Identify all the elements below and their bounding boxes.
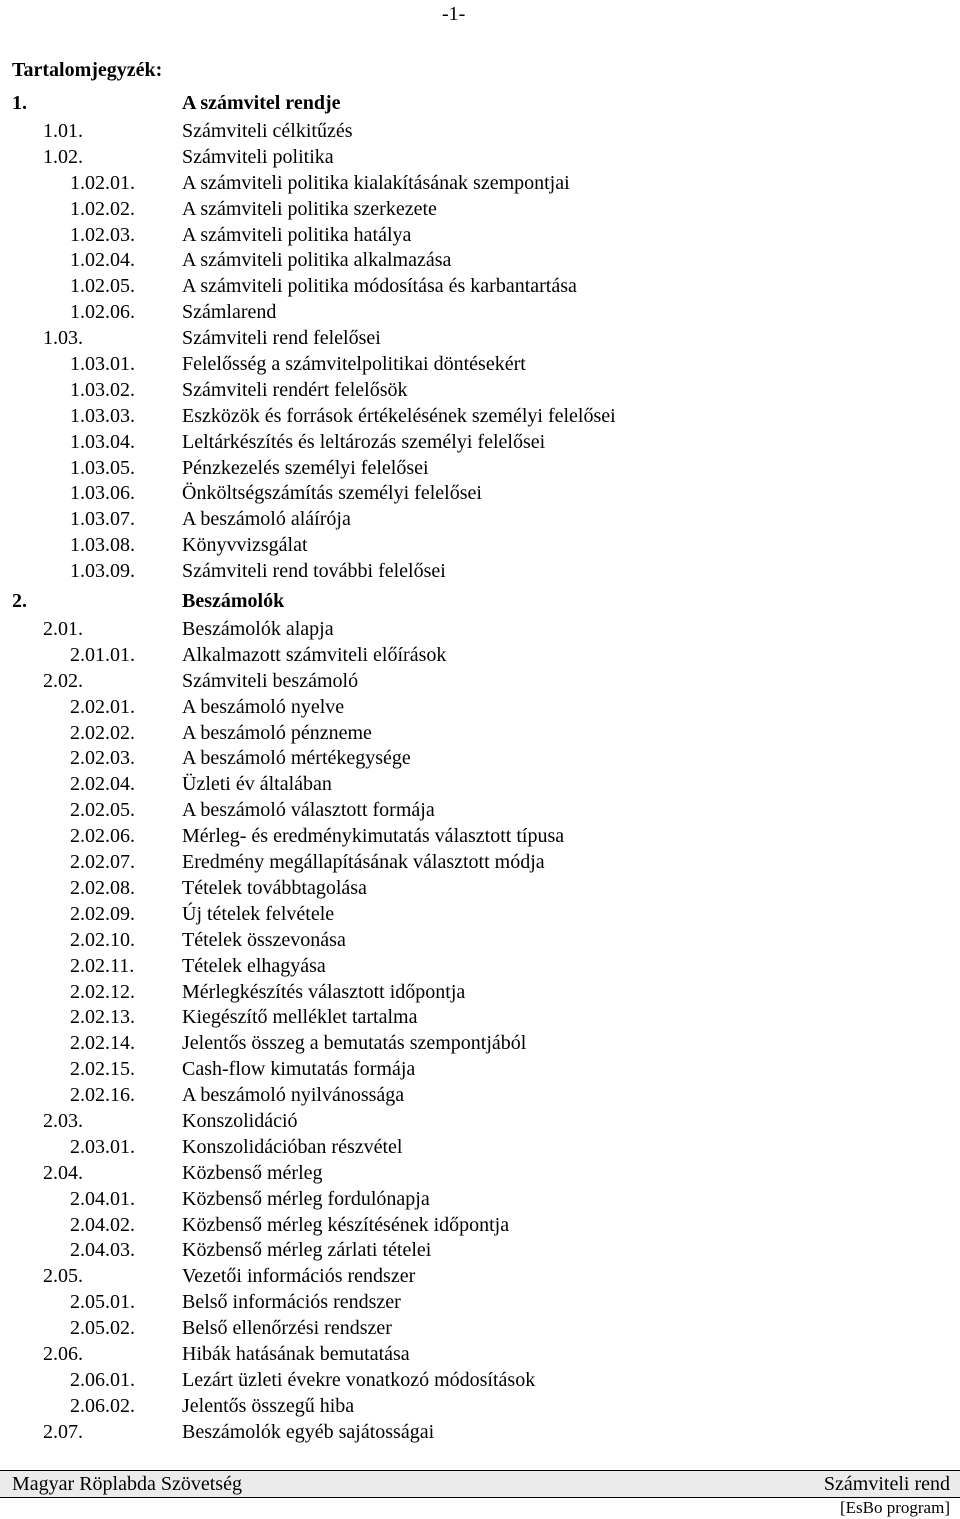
toc-entry-title: Cash-flow kimutatás formája xyxy=(182,1058,416,1081)
toc-entry-title: Kiegészítő melléklet tartalma xyxy=(182,1006,418,1029)
toc-entry-title: Számviteli politika xyxy=(182,145,334,168)
toc-entry-number: 1. xyxy=(12,92,27,114)
toc-entry xyxy=(0,481,960,507)
toc-entry-number: 2.04.01. xyxy=(70,1187,135,1210)
toc-entry-title: A beszámoló nyilvánossága xyxy=(182,1084,405,1107)
toc-entry xyxy=(0,824,960,850)
toc-entry xyxy=(0,928,960,954)
toc-entry-number: 1.03.02. xyxy=(70,378,135,401)
toc-entry xyxy=(0,507,960,533)
toc-entry-title: Belső ellenőrzési rendszer xyxy=(182,1317,392,1340)
toc-entry xyxy=(0,876,960,902)
toc-entry-number: 2.05.02. xyxy=(70,1317,135,1340)
toc-entry xyxy=(0,274,960,300)
toc-entry-title: Felelősség a számvitelpolitikai döntésekért xyxy=(182,353,526,376)
toc-entry-number: 2.02.13. xyxy=(70,1006,135,1029)
toc-entry-number: 1.02. xyxy=(43,145,83,168)
toc-entry-number: 2.02.12. xyxy=(70,980,135,1003)
toc-entry-title: Konszolidációban részvétel xyxy=(182,1135,403,1158)
toc-entry xyxy=(0,378,960,404)
toc-entry-title: Jelentős összegű hiba xyxy=(182,1394,355,1417)
toc-entry-number: 1.03.07. xyxy=(70,508,135,531)
toc-entry-title: A számviteli politika kialakításának szempontjai xyxy=(182,171,570,194)
toc-entry-title: Számlarend xyxy=(182,301,277,324)
toc-entry-number: 1.03.04. xyxy=(70,430,135,453)
toc-entry-number: 2. xyxy=(12,590,27,613)
toc-entry-number: 1.03.05. xyxy=(70,456,135,479)
toc-entry-number: 2.04.02. xyxy=(70,1213,135,1236)
toc-entry-number: 2.02.15. xyxy=(70,1058,135,1081)
toc-entry xyxy=(0,1420,960,1446)
toc-entry-number: 2.02.06. xyxy=(70,825,135,848)
toc-entry-number: 2.02.07. xyxy=(70,851,135,874)
toc-entry-title: A számvitel rendje xyxy=(182,92,341,114)
footer-organization: Magyar Röplabda Szövetség xyxy=(12,1473,242,1495)
footer-document-title: Számviteli rend xyxy=(823,1473,950,1495)
toc-entry xyxy=(0,1109,960,1135)
toc-entry-number: 1.02.05. xyxy=(70,275,135,298)
toc-entry-number: 1.01. xyxy=(43,120,83,142)
toc-entry xyxy=(0,87,960,119)
toc-entry-number: 2.02.03. xyxy=(70,747,135,770)
toc-entry xyxy=(0,617,960,643)
toc-entry-number: 2.02.11. xyxy=(70,954,135,977)
toc-entry xyxy=(0,643,960,669)
toc-entry-number: 2.02.02. xyxy=(70,721,135,744)
toc-entry-title: Önköltségszámítás személyi felelősei xyxy=(182,482,482,505)
toc-entry xyxy=(0,326,960,352)
toc-entry-number: 2.02.16. xyxy=(70,1084,135,1107)
toc-entry-number: 2.02.08. xyxy=(70,876,135,899)
toc-entry xyxy=(0,352,960,378)
toc-entry-title: Jelentős összeg a bemutatás szempontjából xyxy=(182,1032,527,1055)
toc-entry xyxy=(0,746,960,772)
toc-entry-number: 2.02.14. xyxy=(70,1032,135,1055)
toc-entry xyxy=(0,585,960,617)
toc-entry-title: Üzleti év általában xyxy=(182,773,332,796)
toc-entry-number: 2.01.01. xyxy=(70,643,135,666)
toc-entry-title: Mérleg- és eredménykimutatás választott típusa xyxy=(182,825,565,848)
toc-entry-title: Beszámolók xyxy=(182,590,285,613)
toc-entry-title: Mérlegkészítés választott időpontja xyxy=(182,980,466,1003)
toc-entry xyxy=(0,798,960,824)
toc-entry-number: 2.02.10. xyxy=(70,928,135,951)
toc-entry xyxy=(0,145,960,171)
toc-entry xyxy=(0,1005,960,1031)
toc-entry-number: 1.03.06. xyxy=(70,482,135,505)
toc-entry-number: 2.03. xyxy=(43,1109,83,1132)
toc-entry xyxy=(0,1394,960,1420)
toc-entry-title: Számviteli rend felelősei xyxy=(182,327,381,350)
toc-entry-title: Számviteli rendért felelősök xyxy=(182,378,408,401)
toc-entry xyxy=(0,248,960,274)
toc-entry-number: 1.03. xyxy=(43,327,83,350)
toc-entry-number: 1.03.09. xyxy=(70,560,135,583)
toc-entry-title: Tételek elhagyása xyxy=(182,954,326,977)
toc-entry-number: 2.06. xyxy=(43,1342,83,1365)
toc-entry-title: A számviteli politika szerkezete xyxy=(182,197,437,220)
page-number: -1- xyxy=(442,3,466,25)
toc-entry xyxy=(0,1316,960,1342)
toc-title: Tartalomjegyzék: xyxy=(12,59,163,81)
toc-entry-number: 2.07. xyxy=(43,1420,83,1443)
toc-entry xyxy=(0,980,960,1006)
toc-entry-title: Vezetői információs rendszer xyxy=(182,1265,416,1288)
toc-entry-title: Eredmény megállapításának választott módja xyxy=(182,851,545,874)
table-of-contents xyxy=(0,87,960,1446)
toc-entry xyxy=(0,456,960,482)
toc-entry-number: 2.02. xyxy=(43,669,83,692)
toc-entry-title: A beszámoló nyelve xyxy=(182,695,345,718)
toc-entry xyxy=(0,902,960,928)
toc-entry-title: A beszámoló pénzneme xyxy=(182,721,372,744)
toc-entry-title: Közbenső mérleg zárlati tételei xyxy=(182,1239,432,1262)
toc-entry-title: Leltárkészítés és leltározás személyi felelősei xyxy=(182,430,546,453)
toc-entry xyxy=(0,300,960,326)
toc-entry-number: 2.06.02. xyxy=(70,1394,135,1417)
toc-entry-number: 2.02.09. xyxy=(70,902,135,925)
toc-entry xyxy=(0,119,960,145)
toc-entry-title: A számviteli politika módosítása és karbantartása xyxy=(182,275,577,298)
toc-entry-number: 1.03.01. xyxy=(70,353,135,376)
toc-entry-title: Belső információs rendszer xyxy=(182,1291,401,1314)
toc-entry-title: Számviteli célkitűzés xyxy=(182,120,353,142)
toc-entry xyxy=(0,1057,960,1083)
toc-entry-number: 2.03.01. xyxy=(70,1135,135,1158)
toc-entry-title: Hibák hatásának bemutatása xyxy=(182,1342,410,1365)
toc-entry xyxy=(0,430,960,456)
toc-entry-title: Eszközök és források értékelésének személyi felelősei xyxy=(182,404,616,427)
toc-entry-number: 2.02.04. xyxy=(70,773,135,796)
toc-entry-number: 2.05.01. xyxy=(70,1291,135,1314)
toc-entry xyxy=(0,1238,960,1264)
toc-entry-title: Közbenső mérleg készítésének időpontja xyxy=(182,1213,510,1236)
toc-entry-number: 2.04.03. xyxy=(70,1239,135,1262)
footer-program-label: [EsBo program] xyxy=(839,1498,950,1517)
toc-entry-number: 2.02.05. xyxy=(70,799,135,822)
toc-entry-number: 1.02.01. xyxy=(70,171,135,194)
toc-entry xyxy=(0,772,960,798)
toc-entry-number: 1.03.08. xyxy=(70,534,135,557)
toc-entry-number: 1.02.02. xyxy=(70,197,135,220)
toc-entry-number: 2.06.01. xyxy=(70,1368,135,1391)
toc-entry-title: A beszámoló mértékegysége xyxy=(182,747,411,770)
toc-entry-number: 1.03.03. xyxy=(70,404,135,427)
toc-entry xyxy=(0,954,960,980)
toc-entry-title: A beszámoló aláírója xyxy=(182,508,351,531)
toc-entry xyxy=(0,850,960,876)
toc-entry xyxy=(0,197,960,223)
toc-entry xyxy=(0,404,960,430)
toc-entry-title: Könyvvizsgálat xyxy=(182,534,308,557)
toc-entry xyxy=(0,533,960,559)
toc-entry-number: 1.02.04. xyxy=(70,249,135,272)
toc-entry xyxy=(0,171,960,197)
toc-entry xyxy=(0,1161,960,1187)
toc-entry xyxy=(0,1368,960,1394)
toc-entry-title: Alkalmazott számviteli előírások xyxy=(182,643,447,666)
toc-entry-title: Tételek összevonása xyxy=(182,928,346,951)
toc-entry-title: Közbenső mérleg xyxy=(182,1161,323,1184)
toc-entry xyxy=(0,1290,960,1316)
toc-entry xyxy=(0,223,960,249)
toc-entry-title: Új tételek felvétele xyxy=(182,902,335,925)
toc-entry xyxy=(0,1187,960,1213)
toc-entry-title: A beszámoló választott formája xyxy=(182,799,435,822)
toc-entry-number: 2.01. xyxy=(43,618,83,641)
toc-entry-number: 2.02.01. xyxy=(70,695,135,718)
toc-entry-title: Pénzkezelés személyi felelősei xyxy=(182,456,429,479)
toc-entry-number: 2.05. xyxy=(43,1265,83,1288)
toc-entry-number: 1.02.03. xyxy=(70,223,135,246)
toc-entry xyxy=(0,559,960,585)
toc-entry-title: Számviteli rend további felelősei xyxy=(182,560,446,583)
toc-entry-title: Konszolidáció xyxy=(182,1109,298,1132)
toc-entry xyxy=(0,1342,960,1368)
toc-entry xyxy=(0,721,960,747)
toc-entry-number: 2.04. xyxy=(43,1161,83,1184)
page-footer xyxy=(0,1470,960,1498)
toc-entry-title: Beszámolók alapja xyxy=(182,618,334,641)
toc-entry-number: 1.02.06. xyxy=(70,301,135,324)
toc-entry xyxy=(0,1135,960,1161)
toc-entry xyxy=(0,1264,960,1290)
toc-entry xyxy=(0,1083,960,1109)
toc-entry-title: Lezárt üzleti évekre vonatkozó módosítások xyxy=(182,1368,536,1391)
toc-entry xyxy=(0,1031,960,1057)
toc-entry-title: A számviteli politika alkalmazása xyxy=(182,249,452,272)
toc-entry-title: Közbenső mérleg fordulónapja xyxy=(182,1187,430,1210)
toc-entry-title: Beszámolók egyéb sajátosságai xyxy=(182,1420,435,1443)
toc-entry-title: Tételek továbbtagolása xyxy=(182,876,367,899)
toc-entry xyxy=(0,669,960,695)
toc-entry xyxy=(0,695,960,721)
toc-entry-title: Számviteli beszámoló xyxy=(182,669,359,692)
toc-entry-title: A számviteli politika hatálya xyxy=(182,223,412,246)
toc-entry xyxy=(0,1213,960,1239)
